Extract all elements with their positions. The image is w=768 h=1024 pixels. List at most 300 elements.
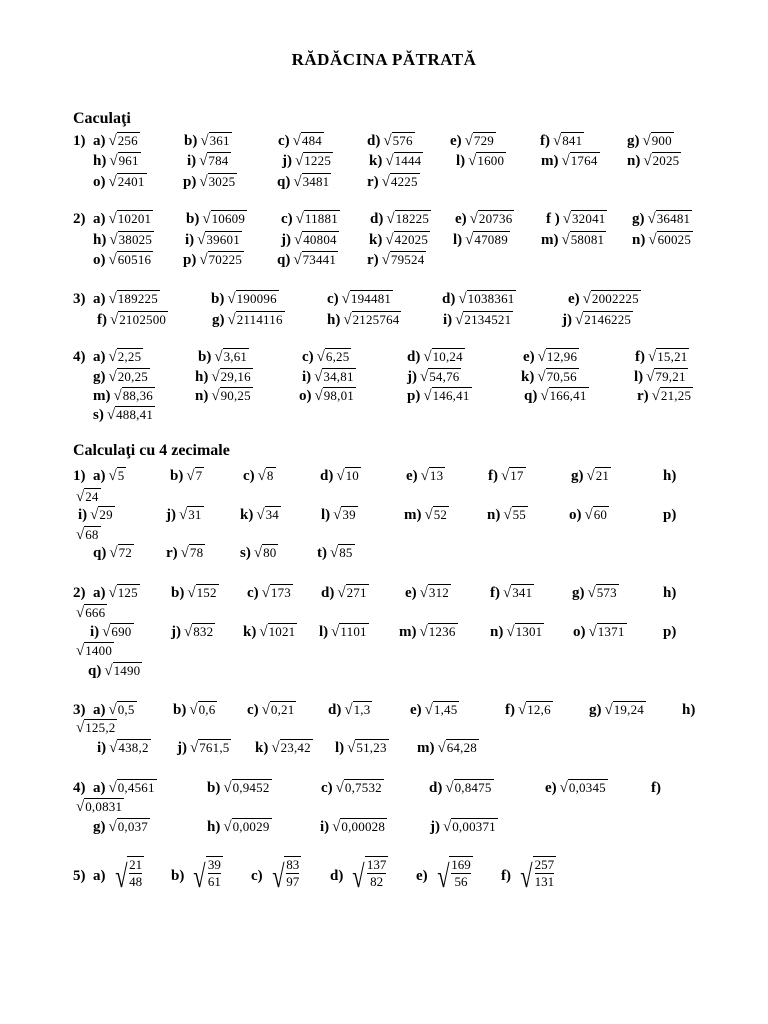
radical-sign-icon: √ [344, 702, 353, 718]
radical-sign-icon: √ [109, 740, 118, 756]
square-root-expression [271, 738, 312, 758]
square-root-expression [114, 386, 155, 406]
item-label: t) [317, 545, 327, 561]
square-root-expression [588, 583, 619, 603]
radical-sign-icon: √ [424, 507, 433, 523]
square-root-expression [109, 347, 144, 367]
item-label: q) [93, 545, 107, 561]
item-label: e) [405, 585, 417, 601]
item-label: h) [207, 819, 221, 835]
radicand: 39 [342, 507, 356, 522]
radical-sign-icon: √ [295, 211, 304, 227]
item-label: f) [651, 780, 661, 796]
exercise-item [321, 778, 384, 798]
square-root-expression [553, 131, 584, 151]
radicand: 64,28 [446, 740, 477, 755]
radicand: 690 [111, 624, 132, 639]
radicand: 576 [392, 133, 413, 148]
radicand: 54,76 [429, 369, 460, 384]
radicand: 2,25 [117, 349, 142, 364]
radicand: 85 [339, 545, 353, 560]
exercise-item [93, 230, 154, 250]
square-root-expression [295, 151, 333, 171]
item-label: m) [541, 232, 559, 248]
radical-sign-icon: √ [436, 858, 450, 894]
exercise-number: 3) [73, 291, 86, 307]
item-label: a) [93, 868, 106, 884]
item-label: c) [281, 211, 293, 227]
item-label: k) [369, 153, 383, 169]
radical-sign-icon: √ [503, 585, 512, 601]
radical-sign-icon: √ [108, 211, 117, 227]
radicand: 31 [188, 507, 202, 522]
radicand: 484 [301, 133, 322, 148]
radicand: 256 [117, 133, 138, 148]
exercise-item [88, 661, 142, 681]
square-root-expression [563, 209, 608, 229]
exercise-item [166, 543, 205, 563]
radicand: 1038361 [467, 291, 515, 306]
radicand: 58081 [570, 232, 605, 247]
exercise-item [369, 151, 423, 171]
exercise-item [430, 817, 498, 837]
radical-sign-icon: √ [330, 545, 339, 561]
item-label: q) [88, 663, 102, 679]
square-root-expression [314, 367, 355, 387]
item-label: a) [93, 349, 106, 365]
radical-sign-icon: √ [108, 702, 117, 718]
item-label: o) [93, 174, 106, 190]
radicand: 10 [345, 468, 359, 483]
item-label: g) [632, 211, 645, 227]
radicand: 5 [117, 468, 125, 483]
exercise-item [546, 209, 607, 229]
exercise-item [73, 718, 117, 738]
item-label: e) [416, 868, 428, 884]
exercise-item [281, 230, 339, 250]
exercise-item [207, 778, 272, 798]
radical-sign-icon: √ [227, 312, 236, 328]
square-root-expression [76, 718, 117, 738]
square-root-expression [109, 367, 150, 387]
square-root-expression [109, 131, 140, 151]
exercise-item [198, 347, 249, 367]
radicand: 29 [99, 507, 113, 522]
item-label: b) [211, 291, 225, 307]
item-label: f) [488, 468, 498, 484]
radicand: 146,41 [432, 388, 470, 403]
item-label: a) [93, 468, 106, 484]
radical-sign-icon: √ [200, 133, 209, 149]
item-label: c) [278, 133, 290, 149]
square-root-expression [186, 466, 204, 486]
item-label: d) [328, 702, 342, 718]
radicand: 2002225 [591, 291, 639, 306]
radicand: 1764 [570, 153, 598, 168]
radical-sign-icon: √ [108, 585, 117, 601]
radical-sign-icon: √ [582, 291, 591, 307]
radicand: 34,81 [323, 369, 354, 384]
radical-sign-icon: √ [259, 624, 268, 640]
radicand: 36481 [656, 211, 691, 226]
radical-sign-icon: √ [106, 407, 116, 423]
radical-sign-icon: √ [110, 312, 119, 328]
radicand: 0,21 [270, 702, 295, 717]
radicand: 0,5 [117, 702, 135, 717]
square-root-expression [294, 230, 339, 250]
exercise-item [637, 386, 693, 406]
item-label: g) [212, 312, 225, 328]
exercise-item [195, 367, 253, 387]
radical-sign-icon: √ [76, 720, 85, 736]
square-root-expression [503, 583, 534, 603]
square-root-expression [382, 172, 420, 192]
item-label: e) [523, 349, 535, 365]
square-root-expression [443, 817, 498, 837]
radical-sign-icon: √ [469, 211, 478, 227]
square-root-expression [585, 505, 610, 525]
denominator: 82 [370, 874, 384, 889]
item-label: a) [93, 211, 106, 227]
radical-sign-icon: √ [424, 702, 433, 718]
radical-sign-icon: √ [314, 369, 323, 385]
radical-sign-icon: √ [193, 858, 206, 894]
item-label: i) [443, 312, 453, 328]
square-root-expression [425, 505, 450, 525]
square-root-expression [187, 583, 218, 603]
radical-sign-icon: √ [314, 388, 323, 404]
radicand: 34 [265, 507, 279, 522]
radical-sign-icon: √ [292, 133, 301, 149]
radical-sign-icon: √ [90, 507, 99, 523]
item-label: h) [93, 153, 107, 169]
square-root-expression [259, 622, 297, 642]
radicand: 488,41 [116, 407, 154, 422]
exercise-item [177, 738, 231, 758]
radical-sign-icon: √ [381, 174, 390, 190]
exercise-item [663, 583, 676, 603]
square-root-expression [423, 347, 464, 367]
radical-sign-icon: √ [468, 153, 477, 169]
square-root-expression [562, 230, 607, 250]
item-label: m) [93, 388, 111, 404]
radicand: 3481 [302, 174, 330, 189]
item-label: j) [407, 369, 417, 385]
radical-sign-icon: √ [294, 232, 303, 248]
fraction-item [416, 856, 473, 896]
square-root-expression [501, 466, 526, 486]
exercise-item [93, 347, 143, 367]
square-root-expression [336, 466, 361, 486]
radical-sign-icon: √ [588, 624, 597, 640]
radicand: 166,41 [549, 388, 587, 403]
radicand: 0,9452 [232, 780, 270, 795]
radicand: 60025 [657, 232, 692, 247]
radicand: 2114116 [236, 312, 283, 327]
exercise-item [93, 386, 155, 406]
radicand: 68 [85, 527, 99, 542]
fraction-square-root [267, 856, 302, 896]
exercise-item [632, 230, 693, 250]
exercise-item [93, 209, 153, 229]
exercise-item [187, 151, 231, 171]
radicand: 271 [346, 585, 367, 600]
exercise-item [173, 700, 217, 720]
radicand: 11881 [304, 211, 338, 226]
radicand: 38025 [118, 232, 153, 247]
square-root-expression [589, 622, 627, 642]
item-label: m) [399, 624, 417, 640]
item-label: d) [320, 468, 334, 484]
square-root-expression [458, 289, 516, 309]
square-root-expression [333, 505, 358, 525]
radicand: 761,5 [199, 740, 230, 755]
item-label: l) [456, 153, 466, 169]
item-label: s) [93, 407, 104, 423]
item-label: h) [93, 232, 107, 248]
item-label: a) [93, 702, 106, 718]
exercise-item [240, 505, 281, 525]
item-label: p) [183, 174, 197, 190]
item-label: c) [243, 468, 255, 484]
radicand: 2125764 [352, 312, 400, 327]
radical-sign-icon: √ [190, 740, 199, 756]
square-root-expression [109, 151, 140, 171]
exercise-item [247, 700, 296, 720]
exercise-number: 2) [73, 585, 86, 601]
denominator: 131 [534, 874, 555, 889]
radicand: 51,23 [356, 740, 387, 755]
numerator: 21 [129, 857, 143, 872]
radical-sign-icon: √ [642, 133, 651, 149]
item-label: b) [173, 702, 187, 718]
square-root-expression [296, 209, 340, 229]
radicand: 42025 [394, 232, 429, 247]
radicand: 24 [85, 489, 99, 504]
radical-sign-icon: √ [293, 252, 302, 268]
exercise-item [278, 131, 324, 151]
fraction-square-root [515, 856, 556, 896]
radicand: 23,42 [280, 740, 311, 755]
radical-sign-icon: √ [331, 624, 340, 640]
radical-sign-icon: √ [102, 624, 111, 640]
item-label: o) [93, 252, 106, 268]
square-root-expression [199, 250, 244, 270]
exercise-item [541, 151, 600, 171]
radical-sign-icon: √ [76, 643, 85, 659]
radicand: 0,7532 [344, 780, 382, 795]
radical-sign-icon: √ [423, 349, 432, 365]
exercise-item [634, 367, 688, 387]
radical-sign-icon: √ [108, 819, 117, 835]
radical-sign-icon: √ [256, 507, 265, 523]
item-label: i) [187, 153, 197, 169]
item-label: o) [299, 388, 312, 404]
radicand: 189225 [117, 291, 158, 306]
radicand: 312 [428, 585, 449, 600]
exercise-item [78, 505, 115, 525]
item-label: l) [453, 232, 463, 248]
exercise-item [406, 466, 445, 486]
item-label: d) [442, 291, 456, 307]
radicand: 1,45 [433, 702, 458, 717]
exercise-item [523, 347, 579, 367]
exercise-item [73, 487, 101, 507]
denominator: 48 [129, 874, 143, 889]
square-root-expression [109, 778, 157, 798]
radical-sign-icon: √ [108, 349, 117, 365]
radicand: 88,36 [122, 388, 153, 403]
item-label: c) [302, 349, 314, 365]
radical-sign-icon: √ [261, 585, 270, 601]
radical-sign-icon: √ [443, 819, 452, 835]
radicand: 79524 [390, 252, 425, 267]
square-root-expression [575, 310, 633, 330]
radicand: 0,0029 [232, 819, 270, 834]
item-label: e) [406, 468, 418, 484]
item-label: e) [450, 133, 462, 149]
exercise-item [407, 347, 465, 367]
radical-sign-icon: √ [437, 740, 446, 756]
square-root-expression [293, 250, 338, 270]
radical-sign-icon: √ [186, 468, 195, 484]
radicand: 0,00028 [341, 819, 386, 834]
item-label: q) [277, 252, 291, 268]
radicand: 20,25 [117, 369, 148, 384]
exercise-item [521, 367, 579, 387]
exercise-item [281, 209, 340, 229]
item-label: q) [524, 388, 538, 404]
radical-sign-icon: √ [343, 312, 352, 328]
radical-sign-icon: √ [559, 780, 568, 796]
radicand: 1490 [113, 663, 141, 678]
item-label: l) [321, 507, 331, 523]
exercise-item [524, 386, 589, 406]
square-root-expression [109, 230, 154, 250]
fraction-item [330, 856, 388, 896]
exercise-item [93, 543, 134, 563]
exercise-item [212, 310, 285, 330]
exercise-item [367, 250, 426, 270]
radical-sign-icon: √ [520, 858, 533, 894]
radical-sign-icon: √ [180, 545, 189, 561]
square-root-expression [179, 505, 204, 525]
exercise-item [320, 466, 361, 486]
item-label: n) [632, 232, 646, 248]
radical-sign-icon: √ [227, 291, 236, 307]
exercise-item [93, 172, 147, 192]
radical-sign-icon: √ [76, 527, 85, 543]
numerator: 39 [207, 857, 221, 872]
exercise-item [93, 778, 157, 798]
item-label: g) [93, 819, 106, 835]
radicand: 125,2 [85, 720, 116, 735]
square-root-expression [110, 310, 168, 330]
radical-sign-icon: √ [537, 349, 546, 365]
item-label: q) [277, 174, 291, 190]
square-root-expression [214, 347, 249, 367]
section-heading-four-decimals: Calculaţi cu 4 zecimale [73, 442, 230, 459]
square-root-expression [343, 310, 401, 330]
radical-sign-icon: √ [293, 174, 302, 190]
exercise-item [572, 583, 619, 603]
radicand: 0,037 [117, 819, 148, 834]
radical-sign-icon: √ [108, 291, 117, 307]
item-label: h) [682, 702, 696, 718]
radical-sign-icon: √ [420, 468, 429, 484]
radicand: 60516 [117, 252, 152, 267]
radical-sign-icon: √ [109, 153, 118, 169]
radical-sign-icon: √ [332, 819, 341, 835]
radicand: 125 [117, 585, 138, 600]
exercise-item [682, 700, 695, 720]
radical-sign-icon: √ [561, 232, 570, 248]
radical-sign-icon: √ [419, 624, 428, 640]
square-root-expression [540, 386, 588, 406]
radicand: 194481 [350, 291, 392, 306]
numerator: 83 [286, 857, 300, 872]
radicand: 2134521 [464, 312, 512, 327]
radical-sign-icon: √ [109, 545, 118, 561]
item-label: b) [170, 468, 184, 484]
item-label: a) [93, 291, 106, 307]
item-label: e) [410, 702, 422, 718]
exercise-item [321, 505, 358, 525]
radicand: 729 [473, 133, 494, 148]
radicand: 1371 [597, 624, 625, 639]
exercise-item [93, 250, 153, 270]
item-label: a) [93, 780, 106, 796]
radical-sign-icon: √ [113, 388, 122, 404]
radicand: 0,6 [198, 702, 216, 717]
exercise-item [277, 172, 331, 192]
exercise-number: 2) [73, 211, 86, 227]
exercise-item [632, 209, 692, 229]
square-root-expression [344, 700, 372, 720]
square-root-expression [223, 778, 271, 798]
square-root-expression [468, 151, 506, 171]
radicand: 12,6 [527, 702, 551, 717]
exercise-item [166, 505, 204, 525]
square-root-expression [262, 700, 297, 720]
radical-sign-icon: √ [104, 663, 113, 679]
radicand: 1301 [515, 624, 543, 639]
radicand: 1,3 [353, 702, 371, 717]
exercise-item [90, 622, 134, 642]
item-label: k) [255, 740, 269, 756]
exercise-item [93, 466, 126, 486]
exercise-item [327, 310, 401, 330]
square-root-expression [223, 817, 271, 837]
exercise-item [453, 230, 510, 250]
item-label: f) [501, 868, 511, 884]
radicand: 72 [118, 545, 132, 560]
radicand: 841 [562, 133, 583, 148]
radical-sign-icon: √ [333, 507, 342, 523]
square-root-expression [445, 778, 493, 798]
item-label: f) [635, 349, 645, 365]
radicand: 0,0345 [568, 780, 606, 795]
item-label: m) [541, 153, 559, 169]
exercise-item [320, 817, 387, 837]
square-root-expression [197, 230, 242, 250]
radical-sign-icon: √ [386, 211, 395, 227]
square-root-expression [200, 131, 231, 151]
exercise-item [302, 367, 356, 387]
exercise-item [568, 289, 641, 309]
exercise-item [73, 797, 124, 817]
radical-sign-icon: √ [584, 507, 593, 523]
